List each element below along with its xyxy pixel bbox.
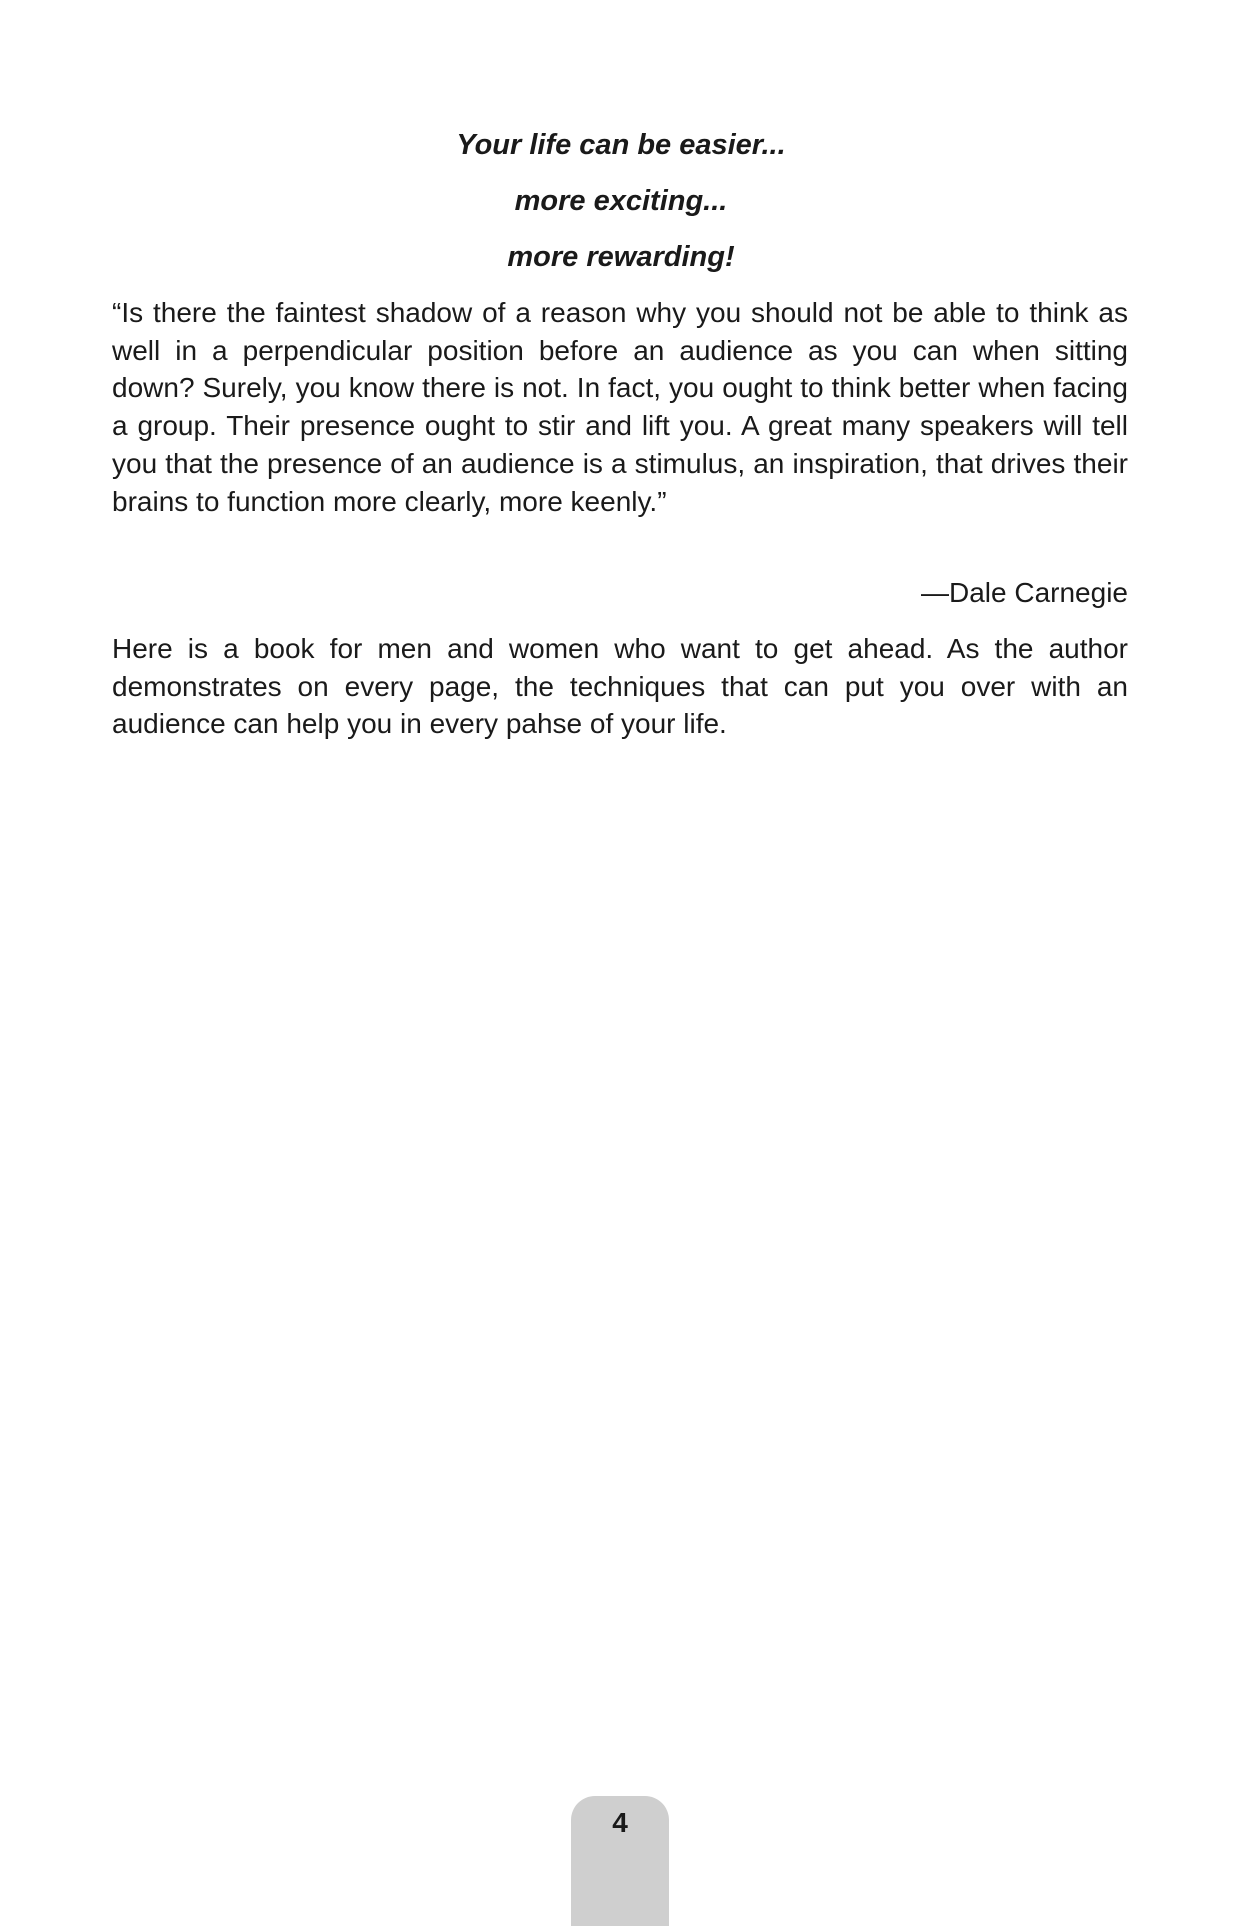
headline-line-2: more exciting... bbox=[514, 185, 728, 217]
page-number: 4 bbox=[612, 1807, 628, 1838]
carnegie-quote: “Is there the faintest shadow of a reason why you should not be able to think as well in a perpendicular position before an audience as you can when sitting down? Surely, you know there is not. In fact, you ought to think better when facing a group. Their presence ought to stir and lift you. A great many speakers will tell you that the presence of an audience is a stimulus, an inspiration, that drives their brains to function more clearly, more keenly.” bbox=[112, 297, 1128, 517]
book-description: Here is a book for men and women who want to get ahead. As the author demonstrates on every page, the techniques that can put you over with an audience can help you in every pahse of your life. bbox=[112, 633, 1128, 740]
headline-line-1: Your life can be easier... bbox=[456, 129, 786, 161]
page-number-tab bbox=[571, 1796, 669, 1926]
headline-line-3: more rewarding! bbox=[507, 241, 735, 273]
quote-attribution: —Dale Carnegie bbox=[921, 577, 1128, 608]
